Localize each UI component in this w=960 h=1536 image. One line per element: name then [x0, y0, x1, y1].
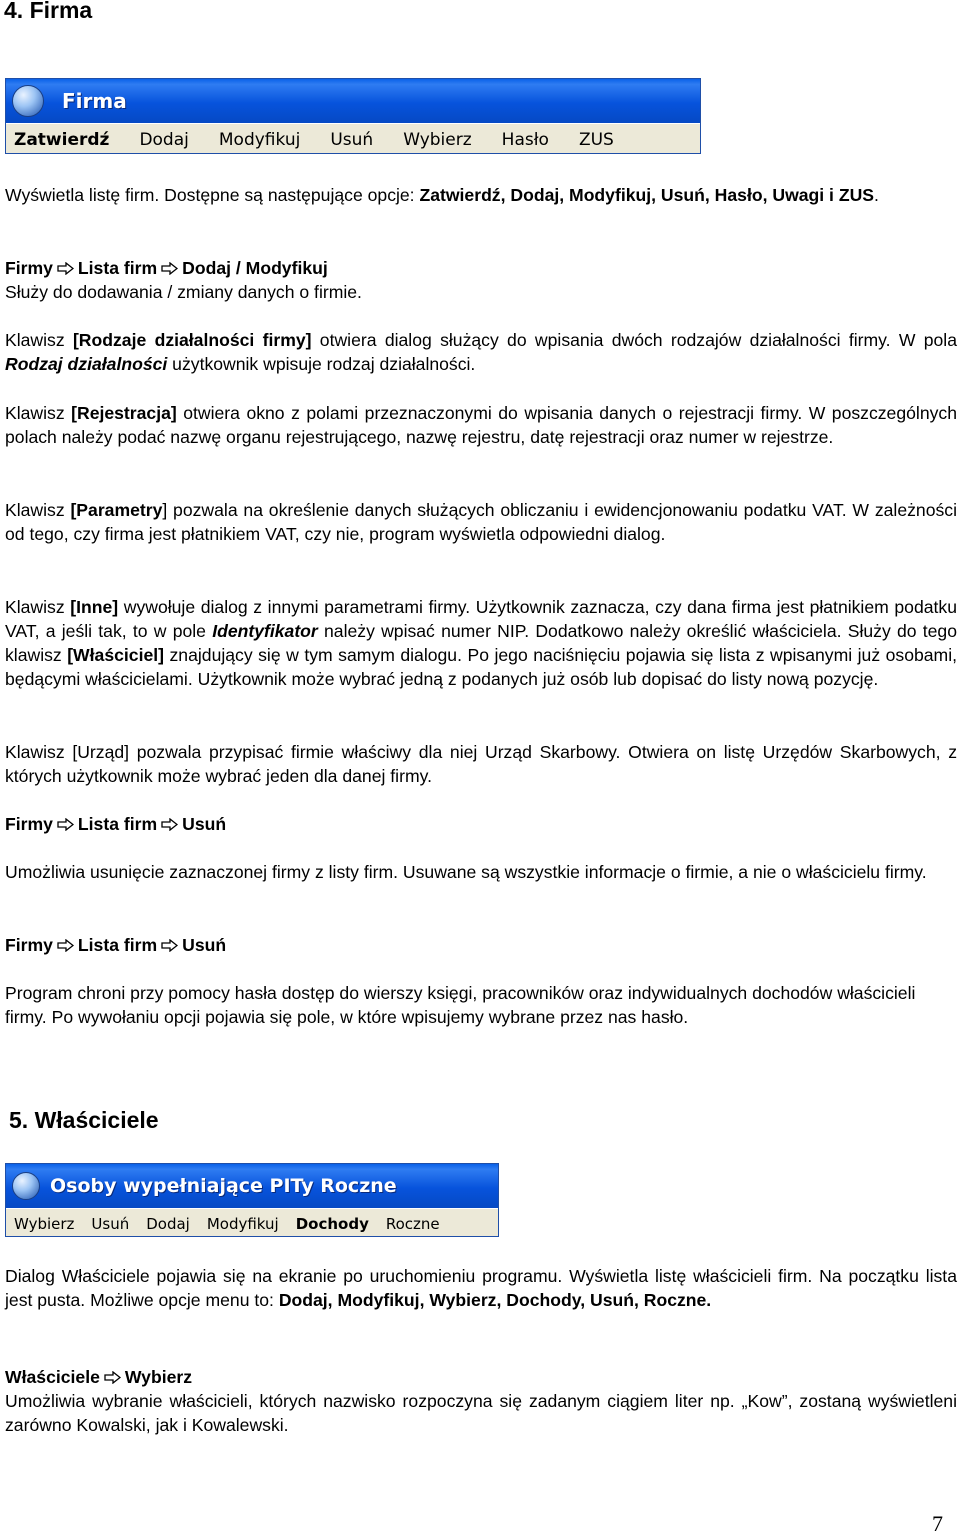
- nav-path-dodaj-modyfikuj: [5, 256, 957, 304]
- arrow-right-icon: [57, 939, 74, 952]
- menu-zatwierdz[interactable]: Zatwierdź: [14, 129, 110, 150]
- p1-text: Wyświetla listę firm. Dostępne są następujące opcje:: [5, 185, 420, 205]
- arrow-right-icon: [161, 262, 178, 275]
- paragraph-inne: [5, 595, 957, 691]
- app-globe-icon: [12, 85, 44, 117]
- menu-haslo[interactable]: Hasło: [501, 129, 549, 150]
- nav1-lista-firm: Lista firm: [77, 258, 158, 278]
- paragraph-wlasciciele: [5, 1264, 957, 1312]
- nav1-dodaj-modyfikuj: Dodaj / Modyfikuj: [182, 258, 328, 278]
- p5-start: Klawisz: [5, 597, 71, 617]
- menu-wybierz[interactable]: Wybierz: [14, 1214, 75, 1233]
- nav2-lista-firm: Lista firm: [77, 814, 158, 834]
- menu-modyfikuj[interactable]: Modyfikuj: [206, 1214, 279, 1233]
- p5-field: Identyfikator: [212, 621, 318, 641]
- arrow-right-icon: [161, 818, 178, 831]
- p8-text: Program chroni przy pomocy hasła dostęp do wierszy księgi, pracowników oraz indywidualnych dochodów właścicieli firmy. Po wywołaniu opcji pojawia się pole, w które wpisujemy wybrane przez nas hasło.: [5, 983, 916, 1027]
- owners-window-screenshot: [5, 1163, 499, 1237]
- menu-dochody[interactable]: Dochody: [295, 1214, 369, 1233]
- arrow-right-icon: [57, 262, 74, 275]
- nav1-firmy: Firmy: [5, 258, 53, 278]
- firma-window-screenshot: [5, 78, 701, 154]
- nav2-firmy: Firmy: [5, 814, 53, 834]
- paragraph-usun: [5, 860, 957, 884]
- page-number: 7: [932, 1511, 943, 1536]
- menu-usun[interactable]: Usuń: [330, 129, 374, 150]
- app-globe-icon: [12, 1172, 40, 1200]
- nav3-usun: Usuń: [182, 935, 227, 955]
- p3-start: Klawisz: [5, 403, 72, 423]
- paragraph-wybierz: [5, 1365, 957, 1437]
- arrow-right-icon: [104, 1371, 121, 1384]
- p3-key: [Rejestracja]: [71, 403, 177, 423]
- p5-end: znajdujący się w tym samym dialogu. Po jego naciśnięciu pojawia się lista z wpisanymi już osobami, będącymi właścicielami. Użytkownik może wybrać jedną z podanych już osób lub dopisać do listy nową pozycję.: [5, 645, 958, 689]
- firma-window-title: Firma: [62, 89, 127, 113]
- p5-key: [Inne]: [70, 597, 119, 617]
- menu-wybierz[interactable]: Wybierz: [403, 129, 472, 150]
- paragraph-rejestracja: [5, 401, 957, 449]
- paragraph-haslo: [5, 981, 925, 1029]
- p5-mid2: należy wpisać numer NIP. Dodatkowo należy określić właściciela. Służy do tego klawisz: [5, 621, 957, 665]
- p2-key: [Rodzaje działalności firmy]: [72, 330, 312, 350]
- nav3-firmy: Firmy: [5, 935, 53, 955]
- section-5-heading: 5. Właściciele: [9, 1107, 159, 1133]
- menu-roczne[interactable]: Roczne: [385, 1214, 440, 1233]
- p4-start: Klawisz: [5, 500, 71, 520]
- p10-text: Umożliwia wybranie właścicieli, których nazwisko rozpoczyna się zadanym ciągiem liter np. „Kow”, zostaną wyświetleni zarówno Kowalski, jak i Kowalewski.: [5, 1391, 957, 1435]
- menu-dodaj[interactable]: Dodaj: [139, 129, 189, 150]
- paragraph-urzad: [5, 740, 957, 788]
- menu-dodaj[interactable]: Dodaj: [146, 1214, 190, 1233]
- p1-end: .: [874, 185, 879, 205]
- nav3-lista-firm: Lista firm: [77, 935, 158, 955]
- nav4-wlasciciele: Właściciele: [5, 1367, 100, 1387]
- p7-text: Umożliwia usunięcie zaznaczonej firmy z listy firm. Usuwane są wszystkie informacje o firmie, a nie o właścicielu firmy.: [5, 862, 927, 882]
- paragraph-parametry: [5, 498, 957, 546]
- nav-path-usun-1: [5, 812, 957, 836]
- p2-end: użytkownik wpisuje rodzaj działalności.: [167, 354, 476, 374]
- section-4-heading: 4. Firma: [4, 0, 93, 23]
- p6-text: Klawisz [Urząd] pozwala przypisać firmie właściwy dla niej Urząd Skarbowy. Otwiera on listę Urzędów Skarbowych, z których użytkownik może wybrać jeden dla danej firmy.: [5, 742, 957, 786]
- p3-rest: otwiera okno z polami przeznaczonymi do wpisania danych o rejestracji firmy. W poszczególnych polach należy podać nazwę organu rejestrującego, nazwę rejestru, datę rejestracji oraz numer w rejestrze.: [5, 403, 957, 447]
- nav1-description: Służy do dodawania / zmiany danych o firmie.: [5, 282, 362, 302]
- arrow-right-icon: [57, 818, 74, 831]
- owners-menubar: [6, 1208, 498, 1237]
- nav4-wybierz: Wybierz: [124, 1367, 193, 1387]
- owners-window-title: Osoby wypełniające PITy Roczne: [50, 1175, 397, 1197]
- nav-path-usun-2: [5, 933, 957, 957]
- menu-zus[interactable]: ZUS: [578, 129, 614, 150]
- p2-start: Klawisz: [5, 330, 73, 350]
- nav2-usun: Usuń: [182, 814, 227, 834]
- firma-menubar: [6, 123, 700, 154]
- owners-window-titlebar: [6, 1164, 498, 1208]
- p4-key: [Parametry: [70, 500, 163, 520]
- p9-options: Dodaj, Modyfikuj, Wybierz, Dochody, Usuń, Roczne.: [278, 1290, 712, 1310]
- p2-mid: otwiera dialog służący do wpisania dwóch rodzajów działalności firmy. W pola: [311, 330, 958, 350]
- p4-rest: ] pozwala na określenie danych służących obliczaniu i ewidencjonowaniu podatku VAT. W zależności od tego, czy firma jest płatnikiem VAT, czy nie, program wyświetla odpowiedni dialog.: [5, 500, 957, 544]
- p2-field: Rodzaj działalności: [5, 354, 168, 374]
- p5-mid: wywołuje dialog z innymi parametrami firmy. Użytkownik zaznacza, czy dana firma jest płatnikiem podatku VAT, a jeśli tak, to w pole: [5, 597, 957, 641]
- paragraph-rodzaje: [5, 328, 957, 376]
- p9-text: Dialog Właściciele pojawia się na ekranie po uruchomieniu programu. Wyświetla listę właścicieli firm. Na początku lista jest pusta. Możliwe opcje menu to:: [5, 1266, 957, 1310]
- arrow-right-icon: [161, 939, 178, 952]
- firma-window-titlebar: [6, 79, 700, 123]
- menu-modyfikuj[interactable]: Modyfikuj: [218, 129, 301, 150]
- menu-usun[interactable]: Usuń: [91, 1214, 130, 1233]
- p1-options: Zatwierdź, Dodaj, Modyfikuj, Usuń, Hasło, Uwagi i ZUS: [419, 185, 875, 205]
- p5-key2: [Właściciel]: [67, 645, 165, 665]
- paragraph-firm-list: [5, 183, 957, 207]
